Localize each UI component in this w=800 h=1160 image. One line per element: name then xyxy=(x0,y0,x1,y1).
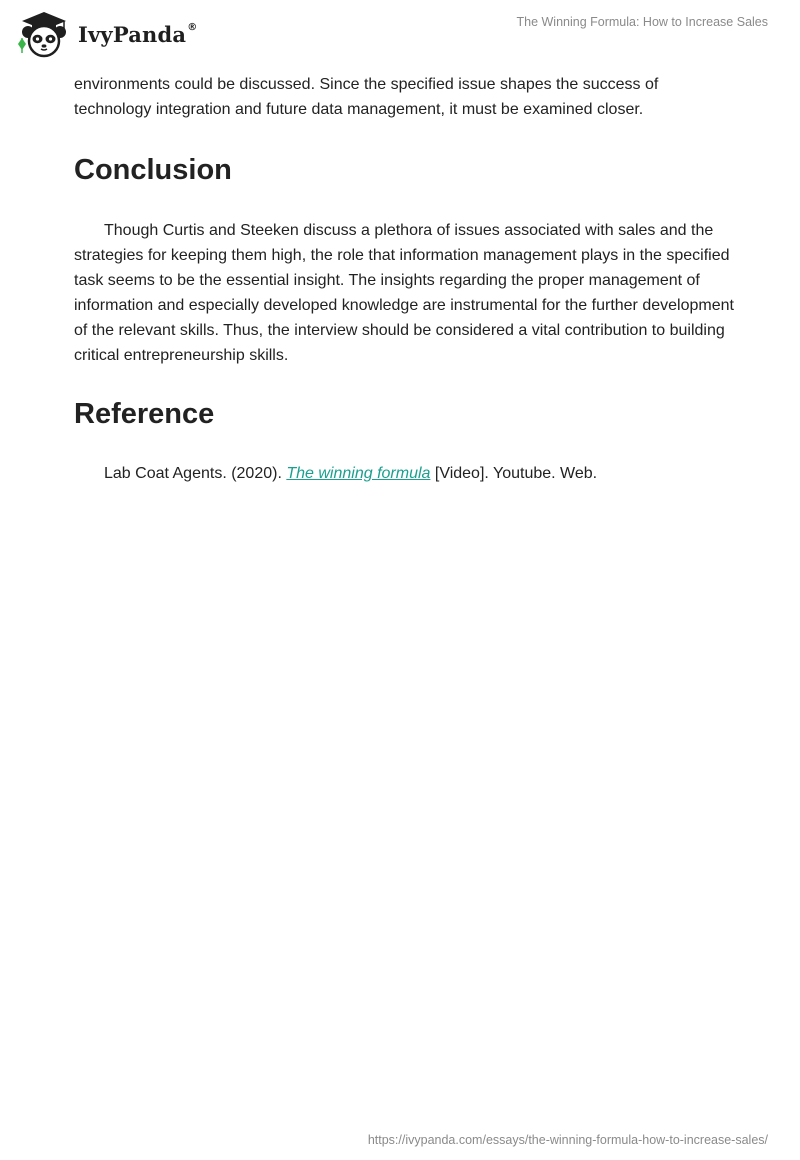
page-header xyxy=(0,0,800,64)
document-body xyxy=(74,72,734,486)
logo-text: IvyPanda® xyxy=(78,21,198,47)
reference-rest: [Video]. Youtube. Web. xyxy=(430,465,598,482)
reference-heading: Reference xyxy=(74,398,215,430)
reference-author-year: Lab Coat Agents. (2020). xyxy=(104,465,287,482)
ivypanda-logo[interactable] xyxy=(14,8,197,58)
conclusion-paragraph: Though Curtis and Steeken discuss a plethora of issues associated with sales and the strategies for keeping them high, the role that information management plays in the specified task seems to be the essential insight. The insights regarding the proper management of information and especially developed knowledge are instrumental for the further development of the relevant skills. Thus, the interview should be considered a vital contribution to building critical entrepreneurship skills. xyxy=(74,222,734,364)
intro-paragraph: environments could be discussed. Since the specified issue shapes the success of technology integration and future data management, it must be examined closer. xyxy=(74,76,659,118)
registered-mark: ® xyxy=(187,21,198,33)
reference-entry xyxy=(74,461,734,486)
document-title: The Winning Formula: How to Increase Sales xyxy=(516,15,768,29)
panda-graduation-cap-icon xyxy=(14,8,76,58)
conclusion-heading: Conclusion xyxy=(74,154,232,186)
footer-url[interactable]: https://ivypanda.com/essays/the-winning-formula-how-to-increase-sales/ xyxy=(367,1133,768,1147)
reference-link[interactable]: The winning formula xyxy=(286,465,431,482)
